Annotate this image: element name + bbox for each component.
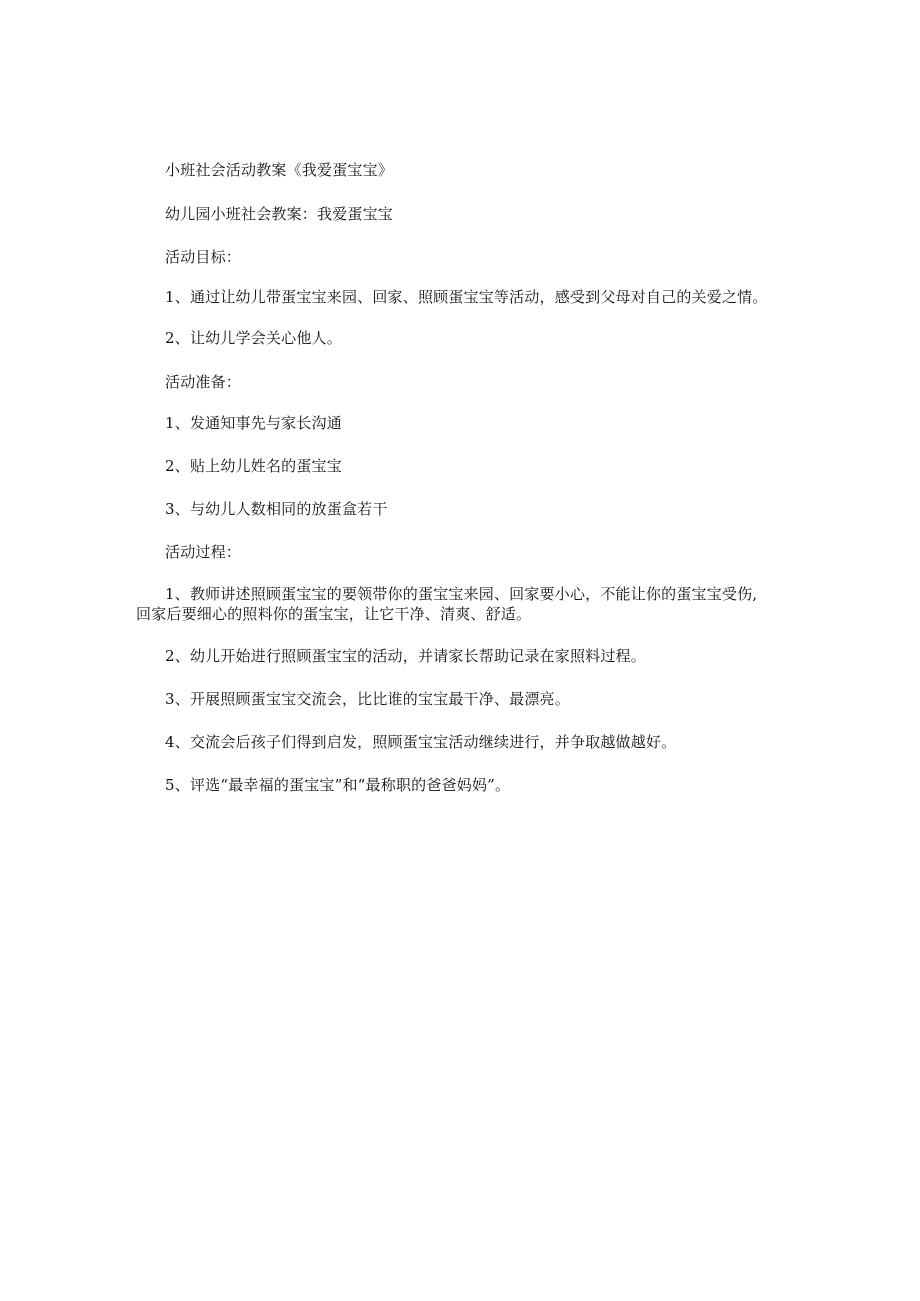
process-heading: 活动过程： [165, 543, 242, 561]
process-item: 5、评选“最幸福的蛋宝宝”和“最称职的爸爸妈妈”。 [165, 776, 511, 794]
prep-item: 2、贴上幼儿姓名的蛋宝宝 [165, 457, 342, 475]
prep-heading: 活动准备： [165, 373, 242, 391]
prep-item: 3、与幼儿人数相同的放蛋盒若干 [165, 500, 388, 518]
goal-item: 1、通过让幼儿带蛋宝宝来园、回家、照顾蛋宝宝等活动，感受到父母对自己的关爱之情。 [165, 288, 768, 306]
process-item: 3、开展照顾蛋宝宝交流会，比比谁的宝宝最干净、最漂亮。 [165, 690, 570, 708]
prep-item: 1、发通知事先与家长沟通 [165, 414, 342, 432]
goals-heading: 活动目标： [165, 248, 242, 266]
document-subtitle: 幼儿园小班社会教案：我爱蛋宝宝 [165, 205, 394, 223]
process-item: 2、幼儿开始进行照顾蛋宝宝的活动，并请家长帮助记录在家照料过程。 [165, 647, 646, 665]
process-item-line1: 1、教师讲述照顾蛋宝宝的要领带你的蛋宝宝来园、回家要小心，不能让你的蛋宝宝受伤, [165, 585, 758, 603]
process-item: 4、交流会后孩子们得到启发，照顾蛋宝宝活动继续进行，并争取越做越好。 [165, 733, 677, 751]
process-item-line2: 回家后要细心的照料你的蛋宝宝，让它干净、清爽、舒适。 [136, 605, 532, 623]
document-title: 小班社会活动教案《我爱蛋宝宝》 [165, 161, 394, 179]
goal-item: 2、让幼儿学会关心他人。 [165, 329, 342, 347]
